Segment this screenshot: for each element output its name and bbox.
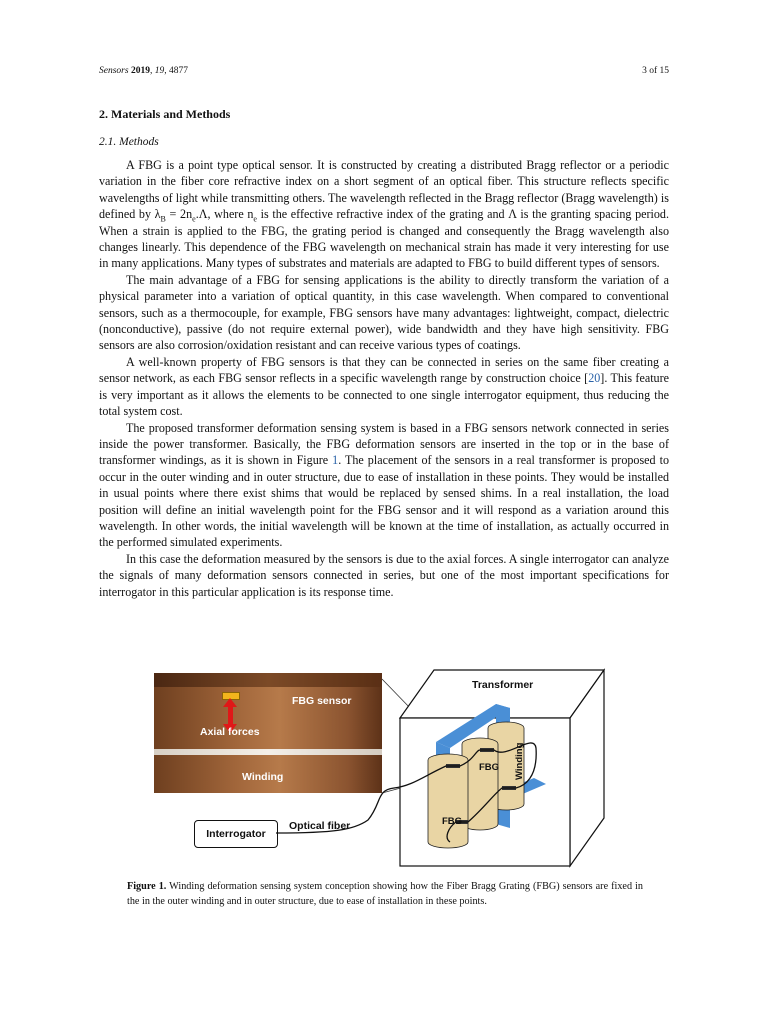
section-title: 2. Materials and Methods — [99, 107, 231, 121]
optical-fiber-label: Optical fiber — [289, 820, 351, 832]
fbg-label-bottom: FBG — [442, 816, 463, 827]
photo-label-fbg-sensor: FBG sensor — [292, 695, 352, 707]
journal-year: 2019 — [130, 66, 150, 76]
figure-1 — [154, 668, 616, 868]
figure-caption — [127, 879, 643, 910]
caption-text: Winding deformation sensing system conception showing how the Fiber Bragg Grating (FBG) sensors are fixed in the in the outer winding and in outer structure, due to ease of installation in these points. — [127, 881, 643, 908]
fbg-label-middle: FBG — [479, 762, 500, 773]
photo-label-axial-forces: Axial forces — [200, 726, 260, 738]
page-header — [99, 66, 669, 76]
journal-name: Sensors — [99, 66, 129, 76]
journal-volume: 19 — [154, 66, 165, 76]
article-number: 4877 — [168, 66, 188, 76]
page-number: 3 of 15 — [642, 66, 669, 76]
caption-label: Figure 1. — [127, 881, 167, 892]
transformer-label: Transformer — [472, 679, 534, 691]
paragraph-2: The main advantage of a FBG for sensing applications is the ability to directly transform the variation of a physical parameter into a variation of optical quantity, in this case wavelength. When compared to conventional sensors, such as a thermocouple, for example, FBG sensors have many advantages: lightweight, compact, dielectric (nonconductive), passive (do not require external power), wide bandwidth and they have high sensitivity. FBG sensors are also corrosion/oxidation resistant and can receive various types of coatings. — [99, 272, 669, 353]
paragraph-5: In this case the deformation measured by the sensors is due to the axial forces. A single interrogator can analyze the signals of many deformation sensors connected in series, but one of the most important specifications for interrogator in this particular application is its response time. — [99, 551, 669, 599]
winding-label-vertical: Winding — [514, 742, 525, 780]
body-text — [99, 157, 669, 600]
figure-1-link[interactable]: 1 — [332, 453, 339, 468]
paragraph-4: The proposed transformer deformation sensing system is based in a FBG sensors network connected in series inside the power transformer. Basically, the FBG deformation sensors are inserted in the top or in the base of transformer windings, as it is shown in Figure 1. The placement of the sensors in a real transformer is proposed to occur in the outer winding and in outer structure, due to ease of installation in these points. They would be installed in usual points where there exist shims that would be replaced by sensed shims. In a real installation, the load position will define an initial wavelength point for the FBG sensor and it will respond as a variation around this wavelength. In other words, the initial wavelength will be known at the time of installation, as actually occurred in the performed simulated experiments. — [99, 420, 669, 550]
figure-diagram — [154, 668, 616, 868]
subsection-title: 2.1. Methods — [99, 136, 159, 148]
photo-label-winding: Winding — [242, 771, 284, 783]
interrogator-box: Interrogator — [194, 820, 278, 848]
citation-link-20[interactable]: 20 — [588, 371, 601, 386]
journal-reference: Sensors 2019, 19, 4877 — [99, 66, 188, 76]
paragraph-3: A well-known property of FBG sensors is that they can be connected in series on the same fiber creating a sensor network, as each FBG sensor reflects in a specific wavelength range by construction choice [20]. This feature is very important as it allows the elements to be connected to one single interrogator equipment, thus reducing the total system cost. — [99, 354, 669, 419]
paragraph-1: A FBG is a point type optical sensor. It is constructed by creating a distributed Bragg reflector or a periodic variation in the fiber core refractive index on a short segment of an optical fiber. This structure reflects specific wavelengths of light while transmitting others. The wavelength reflected in the Bragg reflector (Bragg wavelength) is defined by $\lambda_B = 2n_e.\Lambda$, where $n_e$ is the effective refractive index of the grating and Λ is the granting spacing period. When a strain is applied to the FBG, the grating period is changed and consequently the Bragg wavelength also changes linearly. This dependence of the FBG wavelength on mechanical strain has made it very interesting for use in many applications. Many types of substrates and materials are adapted to FBG to build different types of sensors. — [99, 158, 669, 271]
